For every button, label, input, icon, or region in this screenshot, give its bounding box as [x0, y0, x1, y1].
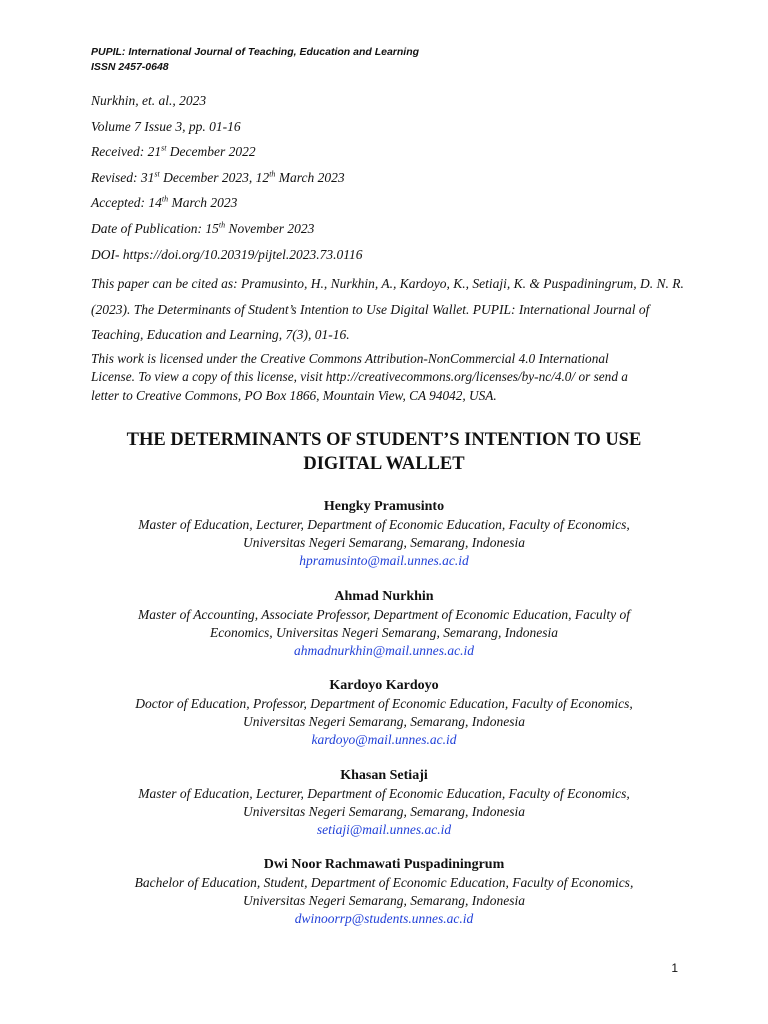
author-affiliation: Doctor of Education, Professor, Department of Economic Education, Faculty of Economics, Universitas Negeri Semarang, Semarang, Indonesia: [135, 696, 633, 729]
received-date: Received: 21st December 2022: [91, 143, 256, 160]
doi-link[interactable]: DOI- https://doi.org/10.20319/pijtel.2023.73.0116: [91, 246, 363, 262]
journal-name: PUPIL: International Journal of Teaching, Education and Learning: [91, 46, 420, 58]
author-name: Dwi Noor Rachmawati Puspadiningrum: [263, 857, 505, 872]
author-affiliation: Master of Accounting, Associate Professor, Department of Economic Education, Faculty of Economics, Universitas Negeri Semarang, Semarang, Indonesia: [137, 606, 631, 640]
author-block: [0, 766, 768, 856]
authors-short: Nurkhin, et. al., 2023: [91, 93, 207, 108]
journal-header: [91, 45, 419, 75]
author-email-link[interactable]: kardoyo@mail.unnes.ac.id: [311, 732, 457, 747]
author-affiliation: Bachelor of Education, Student, Department of Economic Education, Faculty of Economics, Universitas Negeri Semarang, Semarang, Indonesia: [134, 875, 634, 908]
paper-title: THE DETERMINANTS OF STUDENT’S INTENTION TO USE DIGITAL WALLET: [126, 430, 642, 474]
author-name: Ahmad Nurkhin: [334, 588, 434, 604]
author-email-link[interactable]: ahmadnurkhin@mail.unnes.ac.id: [293, 642, 475, 658]
author-name: Kardoyo Kardoyo: [329, 678, 439, 693]
revised-date: Revised: 31st December 2023, 12th March 2023: [91, 169, 345, 185]
author-name: Hengky Pramusinto: [323, 499, 445, 514]
author-name: Khasan Setiaji: [340, 767, 428, 783]
author-block: [0, 676, 768, 766]
article-metadata: [91, 92, 711, 405]
author-affiliation: Master of Education, Lecturer, Department of Economic Education, Faculty of Economics, Universitas Negeri Semarang, Semarang, Indonesia: [138, 785, 630, 819]
author-list: [0, 497, 768, 945]
volume-info: Volume 7 Issue 3, pp. 01-16: [91, 118, 241, 134]
author-block: [0, 587, 768, 677]
journal-issn: ISSN 2457-0648: [91, 61, 169, 73]
author-email-link[interactable]: dwinoorrp@students.unnes.ac.id: [294, 911, 474, 926]
author-affiliation: Master of Education, Lecturer, Department of Economic Education, Faculty of Economics, Universitas Negeri Semarang, Semarang, Indonesia: [138, 517, 630, 550]
author-email-link[interactable]: setiaji@mail.unnes.ac.id: [316, 821, 452, 837]
license-text: This work is licensed under the Creative Commons Attribution-NonCommercial 4.0 International License. To view a copy of this license, visit http://creativecommons.org/licenses/by-nc/4.0/ or send a letter to Creative Commons, PO Box 1866, Mountain View, CA 94042, USA.: [91, 350, 628, 403]
author-block: [0, 497, 768, 587]
accepted-date: Accepted: 14th March 2023: [91, 194, 238, 211]
publication-date: Date of Publication: 15th November 2023: [91, 220, 315, 236]
page-number: 1: [671, 961, 678, 975]
author-email-link[interactable]: hpramusinto@mail.unnes.ac.id: [299, 553, 469, 568]
author-block: [0, 855, 768, 945]
citation-text: This paper can be cited as: Pramusinto, H., Nurkhin, A., Kardoyo, K., Setiaji, K. & Puspadiningrum, D. N. R. (2023). The Determinants of Student’s Intention to Use Digital Wallet. PUPIL: International Journal of Teaching, Education and Learning, 7(3), 01-16.: [91, 276, 684, 343]
